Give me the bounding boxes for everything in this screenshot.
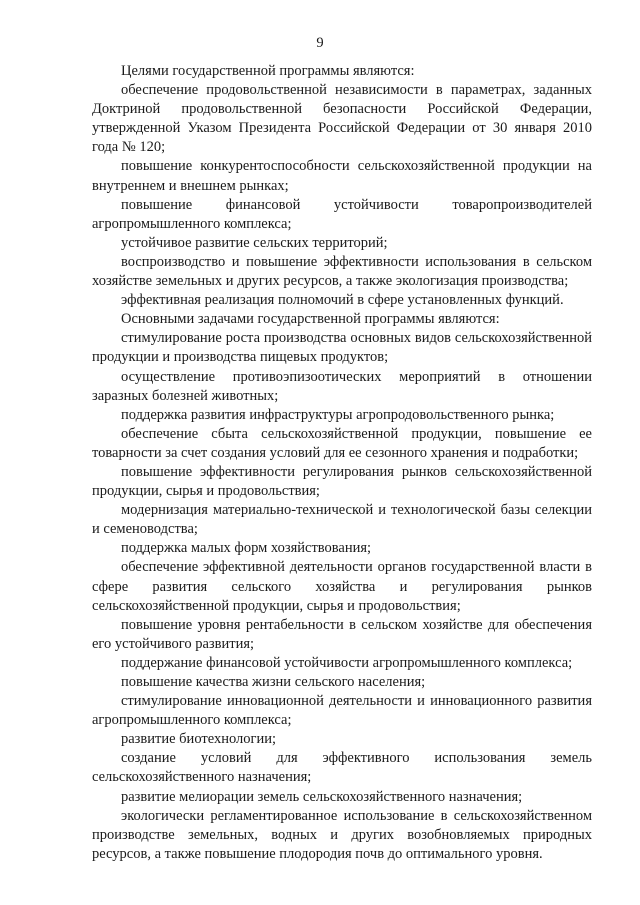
paragraph-goal-powers: эффективная реализация полномочий в сфере установленных функций. bbox=[121, 292, 564, 309]
paragraph-goal-financial-stability: повышение финансовой устойчивости товаропроизводителей агропромышленного комплекса; bbox=[92, 196, 592, 232]
paragraph-goal-food-independence: обеспечение продовольственной независимости в параметрах, заданных Доктриной продовольственной безопасности Российской Федерации, утвержденной Указом Президента Российской Федерации от 30 января 2010 года № 120; bbox=[92, 82, 592, 156]
paragraph-task-financial-stability: поддержание финансовой устойчивости агропромышленного комплекса; bbox=[121, 654, 573, 671]
paragraph-goal-resources: воспроизводство и повышение эффективности использования в сельском хозяйстве земельных и других ресурсов, а также экологизация производства; bbox=[92, 253, 592, 290]
paragraph-task-market-infrastructure: поддержка развития инфраструктуры агропродовольственного рынка; bbox=[121, 406, 555, 423]
paragraph-task-market-regulation: повышение эффективности регулирования рынков сельскохозяйственной продукции, сырья и продовольствия; bbox=[92, 463, 592, 500]
paragraph-task-small-farms: поддержка малых форм хозяйствования; bbox=[121, 540, 372, 557]
paragraph-task-epizootic: осуществление противоэпизоотических мероприятий в отношении заразных болезней животных; bbox=[92, 368, 592, 404]
paragraph-task-modernization: модернизация материально-технической и технологической базы селекции и семеноводства; bbox=[92, 502, 592, 538]
paragraph-task-profitability: повышение уровня рентабельности в сельском хозяйстве для обеспечения его устойчивого развития; bbox=[92, 616, 592, 652]
paragraph-goal-competitiveness: повышение конкурентоспособности сельскохозяйственной продукции на внутреннем и внешнем рынках; bbox=[92, 158, 592, 194]
paragraph-tasks-intro: Основными задачами государственной программы являются: bbox=[121, 311, 500, 328]
paragraph-task-biotechnology: развитие биотехнологии; bbox=[121, 731, 277, 748]
page-number: 9 bbox=[316, 35, 324, 51]
paragraph-task-land-melioration: развитие мелиорации земель сельскохозяйственного назначения; bbox=[121, 788, 523, 805]
paragraph-task-quality-of-life: повышение качества жизни сельского населения; bbox=[121, 674, 426, 690]
paragraph-task-production-growth: стимулирование роста производства основных видов сельскохозяйственной продукции и производства пищевых продуктов; bbox=[92, 330, 592, 366]
document-body bbox=[92, 62, 592, 864]
paragraph-goal-rural-development: устойчивое развитие сельских территорий; bbox=[121, 234, 388, 251]
paragraph-task-sales: обеспечение сбыта сельскохозяйственной продукции, повышение ее товарности за счет создания условий для ее сезонного хранения и подработки; bbox=[92, 425, 592, 461]
paragraph-task-innovation: стимулирование инновационной деятельности и инновационного развития агропромышленного комплекса; bbox=[92, 693, 592, 729]
paragraph-task-land-use: создание условий для эффективного использования земель сельскохозяйственного назначения; bbox=[92, 750, 592, 786]
paragraph-task-ecological-use: экологически регламентированное использование в сельскохозяйственном производстве земельных, водных и других возобновляемых природных ресурсов, а также повышение плодородия почв до оптимального уровня. bbox=[92, 807, 592, 862]
paragraph-task-government-bodies: обеспечение эффективной деятельности органов государственной власти в сфере развития сельского хозяйства и регулирования рынков сельскохозяйственной продукции, сырья и продовольствия; bbox=[92, 559, 592, 614]
paragraph-goals-intro: Целями государственной программы являются: bbox=[121, 63, 415, 79]
